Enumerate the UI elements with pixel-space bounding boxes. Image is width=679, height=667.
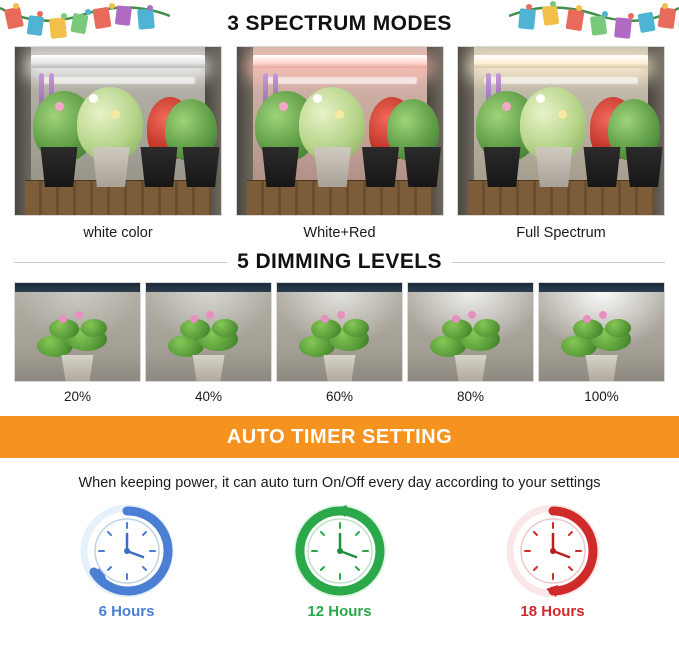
spectrum-modes-row <box>0 36 679 241</box>
grow-tent-white-light-photo <box>14 46 222 216</box>
spectrum-mode-item <box>457 46 665 241</box>
dimming-level-caption: 80% <box>456 389 485 404</box>
dimming-level-item <box>538 282 665 404</box>
spectrum-mode-item <box>14 46 222 241</box>
dimming-level-item <box>407 282 534 404</box>
grow-tent-full-spectrum-photo <box>457 46 665 216</box>
page-title: 3 SPECTRUM MODES <box>227 12 452 35</box>
dimming-title: 5 DIMMING LEVELS <box>237 250 442 273</box>
divider-right <box>452 262 665 263</box>
dimming-level-caption: 20% <box>63 389 92 404</box>
grow-tent-white-red-light-photo <box>236 46 444 216</box>
clock-icon <box>72 505 182 597</box>
dimming-level-caption: 40% <box>194 389 223 404</box>
auto-timer-banner <box>0 416 679 458</box>
timer-option-12h[interactable] <box>245 505 435 620</box>
auto-timer-description: When keeping power, it can auto turn On/Off every day according to your settings <box>78 475 601 491</box>
plant-brightness-100-photo <box>538 282 665 382</box>
spectrum-mode-caption: white color <box>83 225 153 241</box>
dimming-level-caption: 100% <box>584 389 619 404</box>
dimming-levels-row <box>0 274 679 404</box>
plant-brightness-20-photo <box>14 282 141 382</box>
timer-option-label: 12 Hours <box>307 603 372 620</box>
dimming-section-header <box>0 241 679 274</box>
dimming-level-caption: 60% <box>325 389 354 404</box>
divider-left <box>14 262 227 263</box>
clock-icon <box>498 505 608 597</box>
plant-brightness-40-photo <box>145 282 272 382</box>
plant-brightness-80-photo <box>407 282 534 382</box>
auto-timer-banner-title: AUTO TIMER SETTING <box>226 425 453 448</box>
timer-option-18h[interactable] <box>458 505 648 620</box>
spectrum-mode-caption: Full Spectrum <box>516 225 606 241</box>
dimming-level-item <box>14 282 141 404</box>
clock-icon <box>285 505 395 597</box>
dimming-level-item <box>145 282 272 404</box>
timer-options-row <box>0 491 679 620</box>
spectrum-mode-item <box>236 46 444 241</box>
timer-option-6h[interactable] <box>32 505 222 620</box>
dimming-level-item <box>276 282 403 404</box>
plant-brightness-60-photo <box>276 282 403 382</box>
timer-option-label: 18 Hours <box>520 603 585 620</box>
timer-option-label: 6 Hours <box>98 603 155 620</box>
spectrum-mode-caption: White+Red <box>303 225 376 241</box>
